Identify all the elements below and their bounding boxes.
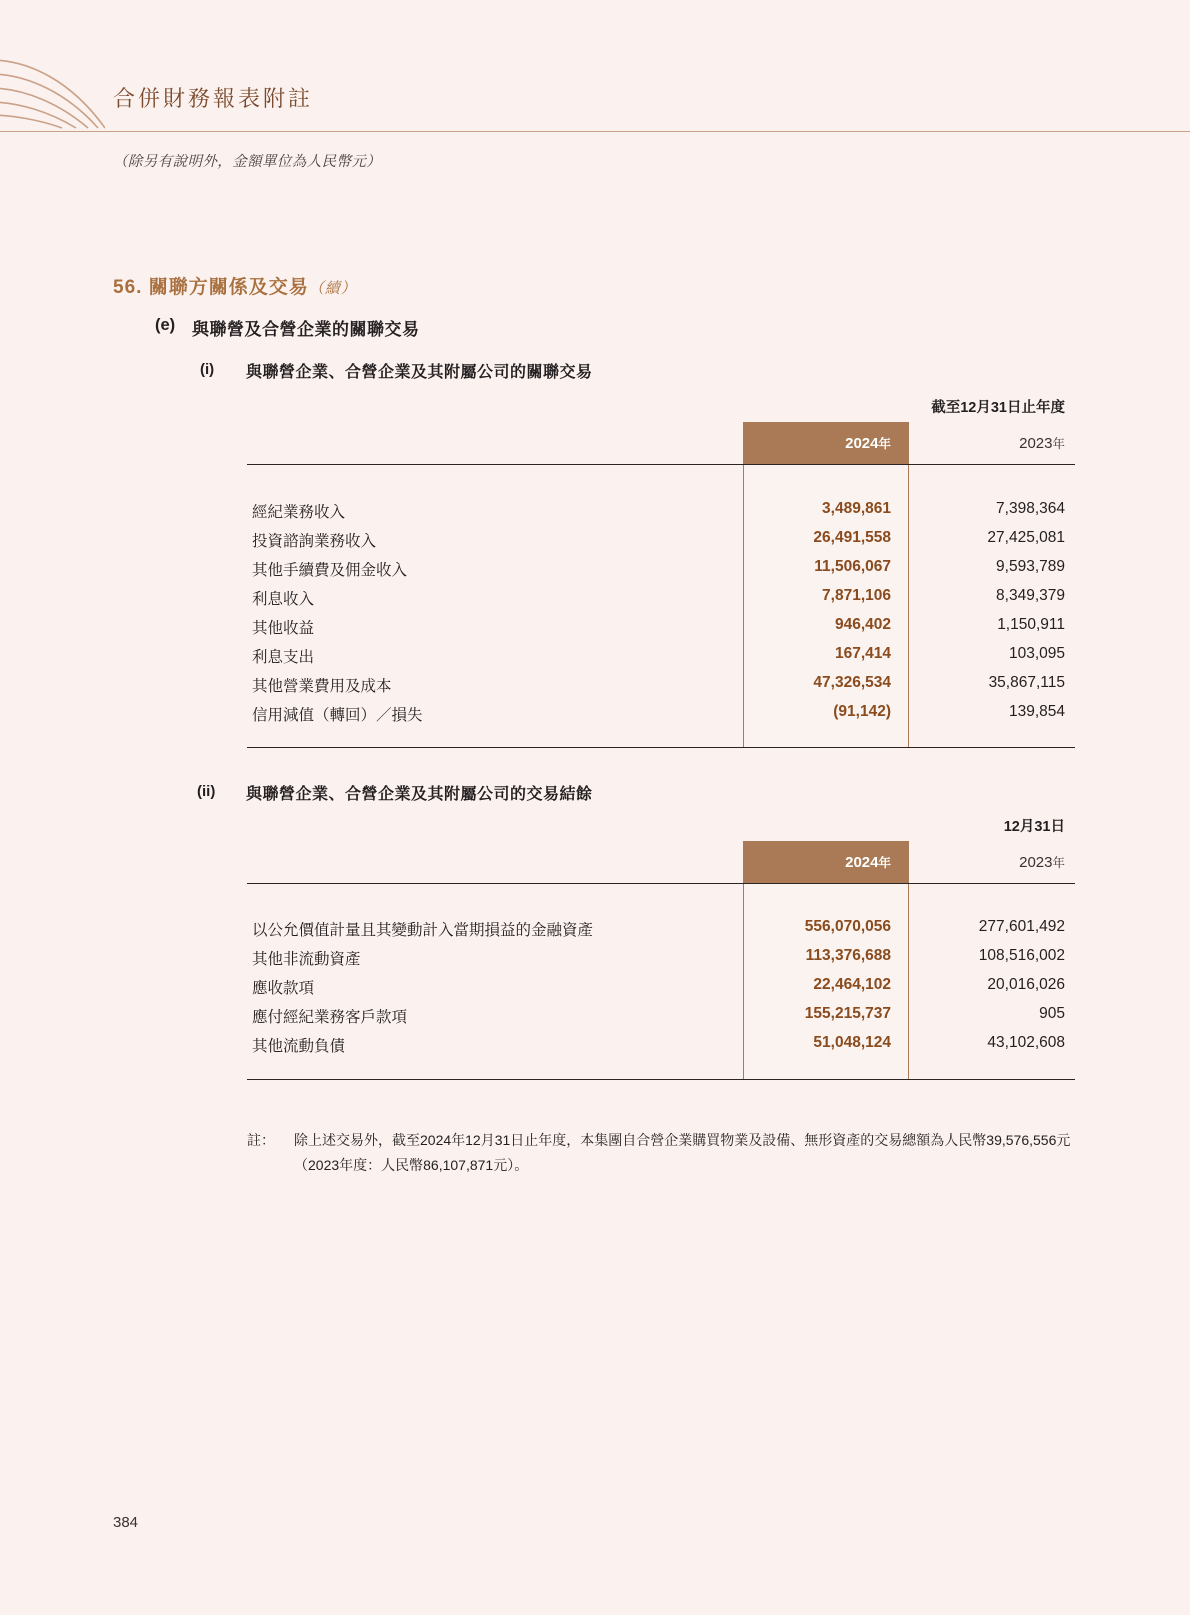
table1-col-2023-header: 2023年 [1019, 435, 1065, 452]
subsection-i-title: 與聯營企業、合營企業及其附屬公司的關聯交易 [246, 364, 593, 381]
table-row [247, 974, 1075, 1003]
row-value-2024: 946,402 [834, 616, 891, 633]
row-value-2023: 108,516,002 [978, 947, 1065, 964]
subsection-e-title: 與聯營及合營企業的關聯交易 [192, 320, 420, 339]
row-value-2024: 26,491,558 [813, 529, 891, 546]
row-value-2024: 3,489,861 [822, 500, 891, 517]
table2-col-2023-header: 2023年 [1019, 854, 1065, 871]
row-label: 其他營業費用及成本 [252, 678, 392, 695]
row-value-2023: 1,150,911 [997, 616, 1065, 633]
table2-bottom-rule [247, 1079, 1075, 1080]
row-value-2023: 905 [1039, 1005, 1065, 1022]
section-heading [113, 272, 357, 299]
subsection-ii-label: (ii) [197, 783, 216, 800]
row-label: 應收款項 [252, 980, 315, 997]
table1-top-rule [247, 464, 1075, 465]
currency-note: （除另有說明外，金額單位為人民幣元） [113, 154, 382, 170]
section-heading-text: 56. 關聯方關係及交易 [113, 277, 309, 298]
header-title: 合併財務報表附註 [113, 87, 314, 112]
row-label: 以公允價值計量且其變動計入當期損益的金融資產 [252, 922, 594, 939]
row-label: 利息收入 [252, 591, 315, 608]
table2-col-2024-header: 2024年 [845, 854, 891, 871]
subsection-i-label: (i) [200, 361, 215, 378]
table-row [247, 614, 1075, 643]
table-row [247, 498, 1075, 527]
row-value-2024: 51,048,124 [813, 1034, 891, 1051]
table-row [247, 672, 1075, 701]
row-value-2024: 7,871,106 [822, 587, 891, 604]
row-label: 利息支出 [252, 649, 315, 666]
row-value-2024: 11,506,067 [814, 558, 891, 575]
row-label: 其他非流動資產 [252, 951, 361, 968]
row-label: 信用減值（轉回）／損失 [252, 707, 423, 724]
row-label: 其他收益 [252, 620, 315, 637]
subsection-e-label: (e) [155, 316, 176, 334]
row-value-2024: 113,376,688 [805, 947, 891, 964]
row-label: 經紀業務收入 [252, 504, 346, 521]
page-number: 384 [113, 1514, 139, 1531]
row-value-2023: 35,867,115 [988, 674, 1065, 691]
page-header [0, 0, 1190, 132]
row-value-2023: 139,854 [1008, 703, 1065, 720]
subsection-ii-title: 與聯營企業、合營企業及其附屬公司的交易結餘 [246, 786, 593, 803]
section-continued-marker: （續） [308, 280, 357, 297]
footnote-text: 除上述交易外，截至2024年12月31日止年度，本集團自合營企業購買物業及設備、無形資產的交易總額為人民幣39,576,556元（2023年度：人民幣86,107,871元）。 [294, 1132, 1071, 1173]
table-row [247, 527, 1075, 556]
footnote-label: 註： [247, 1132, 275, 1148]
row-value-2023: 43,102,608 [987, 1034, 1065, 1051]
row-value-2023: 20,016,026 [987, 976, 1065, 993]
row-value-2023: 7,398,364 [996, 500, 1065, 517]
table2-top-rule [247, 883, 1075, 884]
row-label: 應付經紀業務客戶款項 [252, 1009, 408, 1026]
table1-col-2024-header: 2024年 [845, 435, 891, 452]
table2-period-title: 12月31日 [1003, 819, 1065, 835]
row-value-2023: 103,095 [1008, 645, 1065, 662]
row-label: 投資諮詢業務收入 [252, 533, 377, 550]
row-label: 其他流動負債 [252, 1038, 346, 1055]
decorative-swoosh-icon [0, 52, 105, 130]
row-value-2023: 27,425,081 [987, 529, 1065, 546]
table-row [247, 556, 1075, 585]
table-row [247, 945, 1075, 974]
table1-period-title: 截至12月31日止年度 [931, 400, 1065, 416]
footnote [247, 1128, 1082, 1177]
row-value-2024: 155,215,737 [804, 1005, 891, 1022]
row-value-2024: 556,070,056 [804, 918, 891, 935]
row-value-2023: 9,593,789 [996, 558, 1065, 575]
row-label: 其他手續費及佣金收入 [252, 562, 408, 579]
table-row [247, 701, 1075, 730]
table-row [247, 1032, 1075, 1061]
table-row [247, 916, 1075, 945]
table1-bottom-rule [247, 747, 1075, 748]
table-row [247, 585, 1075, 614]
row-value-2023: 8,349,379 [996, 587, 1065, 604]
table-row [247, 643, 1075, 672]
row-value-2024: (91,142) [833, 703, 891, 720]
row-value-2023: 277,601,492 [978, 918, 1065, 935]
row-value-2024: 47,326,534 [813, 674, 891, 691]
row-value-2024: 22,464,102 [813, 976, 891, 993]
table-row [247, 1003, 1075, 1032]
header-divider [0, 131, 1190, 132]
row-value-2024: 167,414 [834, 645, 891, 662]
